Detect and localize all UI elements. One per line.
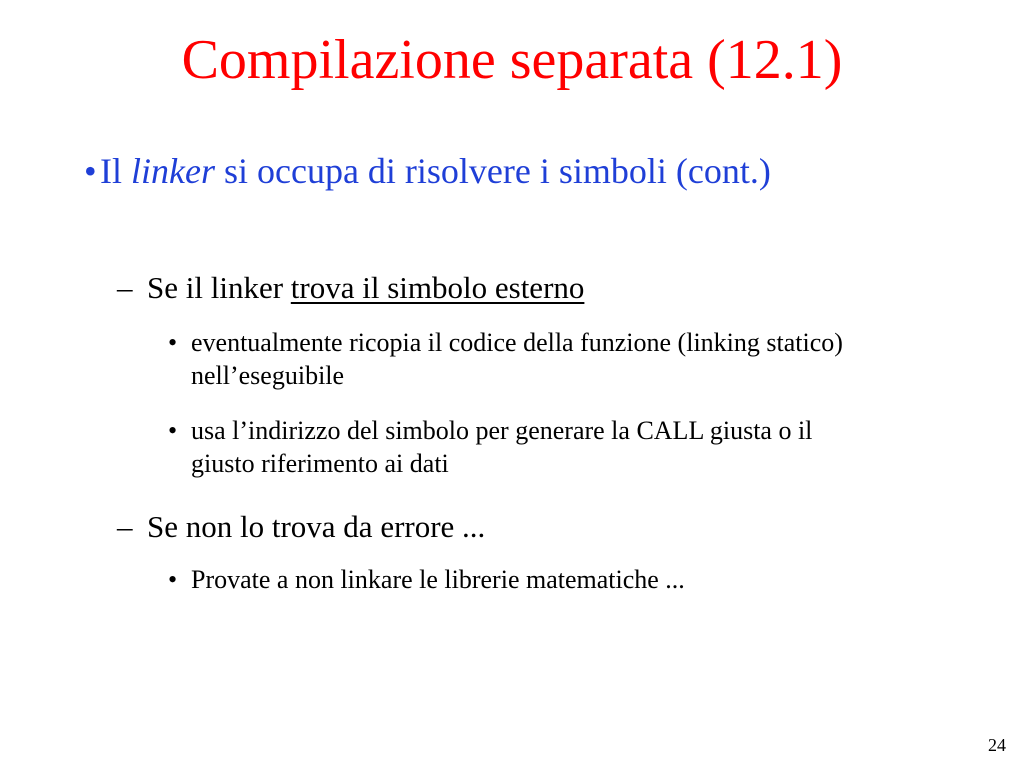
page-number: 24	[988, 735, 1006, 755]
bullet-level1-text	[100, 150, 848, 193]
bullet-icon: •	[84, 151, 97, 191]
list-item-math-libraries	[168, 563, 868, 596]
list-item-text: usa l’indirizzo del simbolo per generare la CALL giusta o il giusto riferimento ai dati	[191, 416, 813, 478]
subbullet-text: Se non lo trova da errore ...	[147, 509, 486, 544]
list-item-text: eventualmente ricopia il codice della funzione (linking statico) nell’eseguibile	[191, 328, 843, 390]
dash-icon: –	[117, 270, 133, 305]
subbullet-prefix: Se il linker	[147, 270, 291, 305]
subbullet-text	[147, 270, 584, 306]
underlined-phrase: trova il simbolo esterno	[290, 270, 585, 305]
bullet-level1-linker	[68, 150, 848, 193]
subbullet-not-found	[117, 509, 485, 545]
slide-title: Compilazione separata (12.1)	[181, 29, 843, 91]
linker-term: linker	[131, 151, 215, 191]
bullet-icon: •	[168, 416, 178, 445]
dash-icon: –	[117, 509, 133, 544]
bullet-text-suffix: si occupa di risolvere i simboli (cont.)	[214, 151, 771, 191]
list-item-text: Provate a non linkare le librerie matematiche ...	[191, 565, 685, 594]
bullet-icon: •	[168, 328, 178, 357]
bullet-icon: •	[168, 565, 178, 594]
list-item-call-address	[168, 414, 868, 480]
list-item-static-linking	[168, 326, 868, 392]
bullet-text-prefix: Il	[100, 151, 131, 191]
subbullet-found-symbol	[117, 270, 584, 306]
